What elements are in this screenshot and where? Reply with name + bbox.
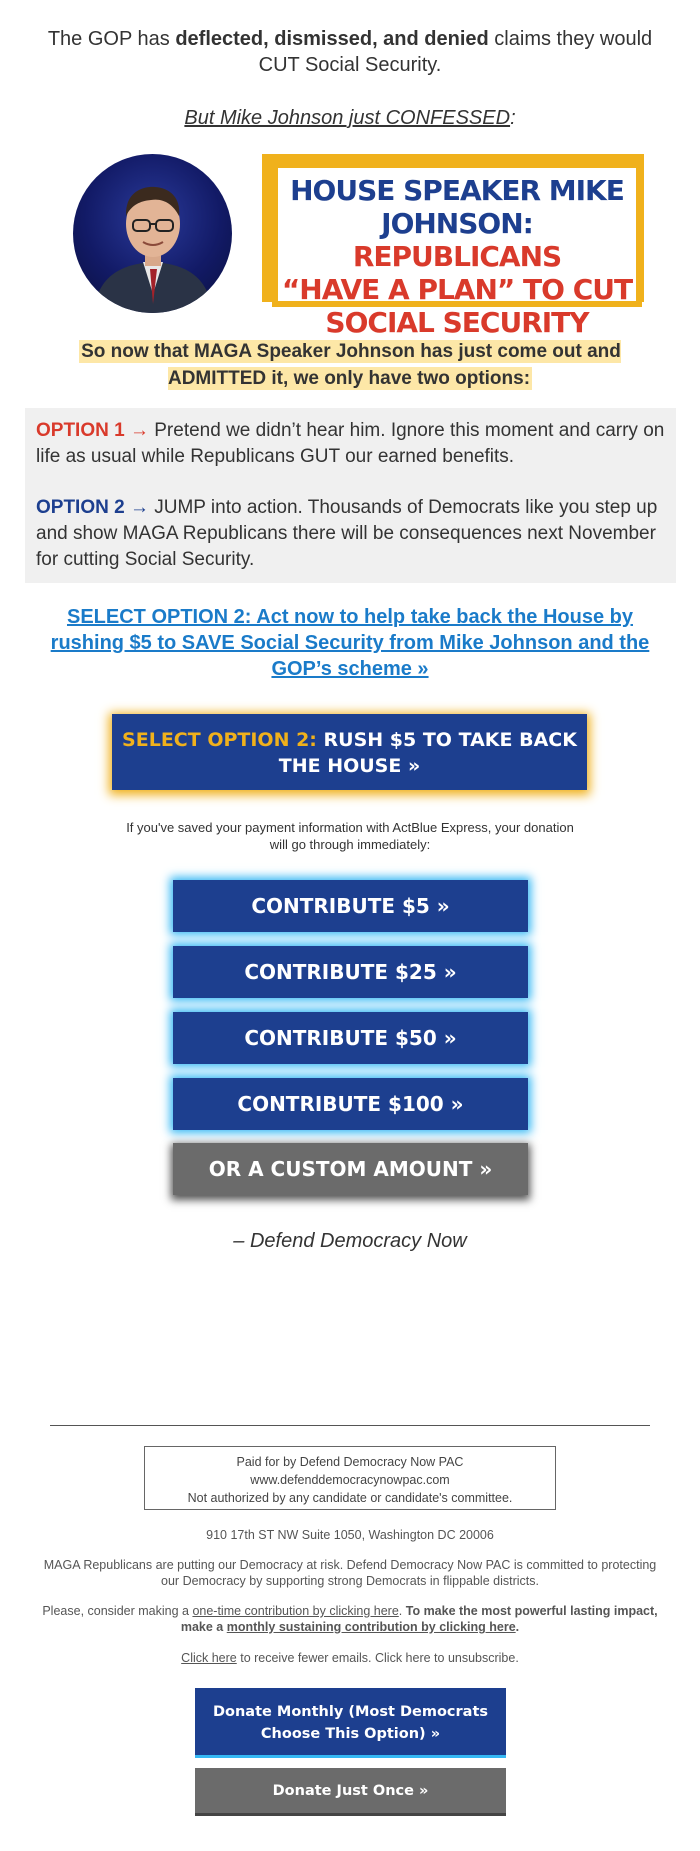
headline-line-1: HOUSE SPEAKER MIKE — [290, 174, 624, 207]
portrait-illustration — [73, 154, 232, 313]
contribute-25-button[interactable]: CONTRIBUTE $25 » — [173, 946, 528, 998]
headline-line-2 — [278, 207, 636, 273]
consider-end: . — [515, 1620, 520, 1634]
confession-underlined: But Mike Johnson just CONFESSED — [184, 107, 511, 129]
footer-divider — [50, 1425, 650, 1426]
intro-text-bold: deflected, dismissed, and denied — [175, 28, 489, 50]
option-2-text: JUMP into action. Thousands of Democrats like you step up and show MAGA Republicans there will be consequences next November for cutting Social Security. — [36, 497, 658, 570]
signoff: – Defend Democracy Now — [233, 1230, 467, 1252]
actblue-express-note: If you've saved your payment information with ActBlue Express, your donation will go through immediately: — [126, 820, 574, 852]
donate-monthly-button[interactable]: Donate Monthly (Most Democrats Choose This Option) » — [195, 1688, 506, 1758]
one-time-contribution-link[interactable]: one-time contribution by clicking here — [192, 1604, 399, 1618]
option-2-label: OPTION 2 → — [36, 497, 149, 518]
consider-mid: . — [398, 1604, 406, 1618]
highlighted-statement — [40, 338, 660, 392]
headline-line-2-blue: JOHNSON: — [381, 207, 533, 240]
consider-pre: Please, consider making a — [42, 1604, 193, 1618]
headline-text — [278, 174, 636, 339]
rush-button-text: RUSH $5 TO TAKE BACK THE HOUSE » — [278, 729, 577, 777]
option-1 — [36, 418, 666, 470]
intro-text-pre: The GOP has — [47, 28, 176, 50]
option-1-label: OPTION 1 → — [36, 420, 149, 441]
headline-line-4: SOCIAL SECURITY — [325, 306, 589, 339]
headline-line-2-red: REPUBLICANS — [352, 240, 562, 273]
select-option-2-link[interactable]: SELECT OPTION 2: Act now to help take back the House by rushing $5 to SAVE Social Security from Mike Johnson and the GOP’s scheme » — [50, 606, 650, 680]
fewer-emails-text: to receive fewer emails. Click here to unsubscribe. — [236, 1651, 519, 1665]
headline-frame — [272, 162, 642, 339]
consider-bold-text: To make the most powerful lasting impact, make a — [180, 1604, 658, 1634]
mike-johnson-portrait — [73, 154, 232, 313]
rush-button-prefix: SELECT OPTION 2: — [122, 729, 317, 751]
footer-mission: MAGA Republicans are putting our Democracy at risk. Defend Democracy Now PAC is committed to protecting our Democracy by supporting strong Democrats in flippable districts. — [43, 1558, 657, 1588]
options-box — [25, 408, 676, 583]
intro-paragraph — [40, 26, 660, 78]
headline-line-3: “HAVE A PLAN” TO CUT — [281, 273, 633, 306]
contribute-50-button[interactable]: CONTRIBUTE $50 » — [173, 1012, 528, 1064]
contribute-5-button[interactable]: CONTRIBUTE $5 » — [173, 880, 528, 932]
highlighted-text: So now that MAGA Speaker Johnson has just come out and ADMITTED it, we only have two options: — [81, 341, 621, 389]
paid-for-line-3: Not authorized by any candidate or candidate's committee. — [187, 1491, 513, 1505]
rush-5-button[interactable] — [112, 714, 587, 790]
monthly-contribution-link[interactable]: monthly sustaining contribution by clicking here — [226, 1620, 516, 1634]
option-1-text: Pretend we didn’t hear him. Ignore this moment and carry on life as usual while Republicans GUT our earned benefits. — [36, 420, 665, 467]
intro-text-post: claims they would CUT Social Security. — [258, 28, 653, 76]
fewer-emails-link[interactable]: Click here — [181, 1651, 237, 1665]
footer-contribution-links — [40, 1603, 660, 1635]
contribute-100-button[interactable]: CONTRIBUTE $100 » — [173, 1078, 528, 1130]
paid-for-website: www.defenddemocracynowpac.com — [250, 1473, 450, 1487]
footer-email-prefs — [40, 1650, 660, 1666]
custom-amount-button[interactable]: OR A CUSTOM AMOUNT » — [173, 1143, 528, 1195]
footer-address: 910 17th ST NW Suite 1050, Washington DC 20006 — [206, 1528, 494, 1542]
donate-once-button[interactable]: Donate Just Once » — [195, 1768, 506, 1816]
paid-for-disclaimer — [144, 1446, 556, 1510]
paid-for-line-1: Paid for by Defend Democracy Now PAC — [236, 1455, 464, 1469]
confession-colon: : — [510, 107, 516, 129]
confession-line — [40, 107, 660, 130]
option-2 — [36, 495, 666, 573]
headline-graphic — [262, 154, 644, 339]
